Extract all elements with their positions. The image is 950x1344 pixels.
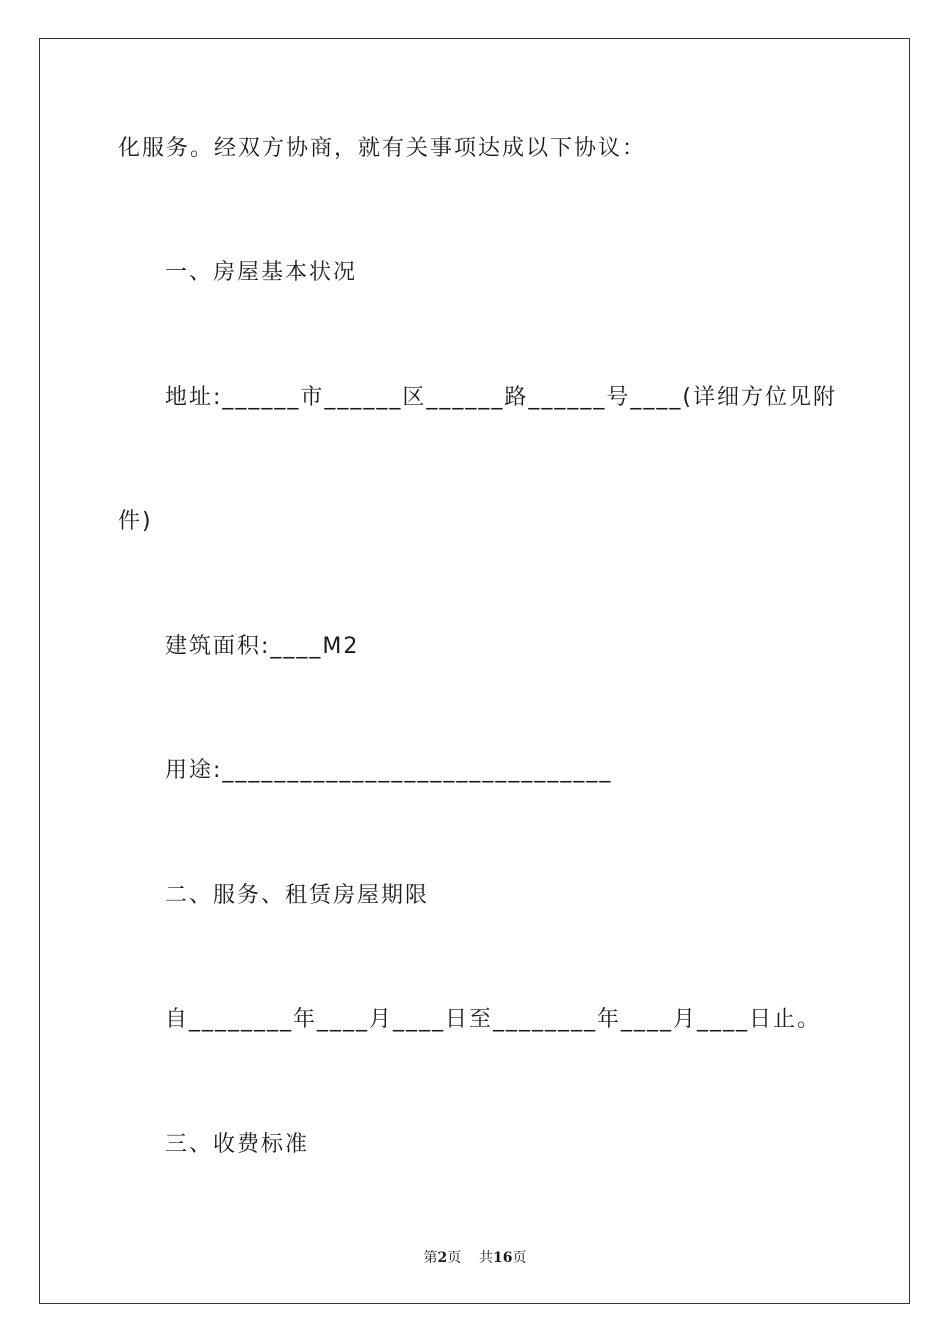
total-suffix: 页 [512,1250,527,1266]
paragraph-intro: 化服务。经双方协商，就有关事项达成以下协议： [118,136,647,161]
page-footer [0,1247,950,1267]
total-prefix: 共 [479,1250,494,1266]
section-heading-2: 二、服务、租赁房屋期限 [165,883,430,908]
section-heading-1: 一、房屋基本状况 [165,260,358,285]
page-suffix: 页 [447,1250,462,1266]
page-frame [39,38,910,1304]
section-heading-3: 三、收费标准 [165,1132,310,1157]
term-period-line: 自________年____月____日至________年____月____日止。 [165,1007,822,1032]
address-line: 地址:______市______区______路______号____(详细方位见附 [165,385,837,410]
building-area-line: 建筑面积:____M2 [165,634,360,659]
total-pages: 16 [493,1250,513,1266]
page-number: 2 [437,1250,448,1266]
address-line-continued: 件) [118,509,153,534]
usage-line: 用途:______________________________ [165,758,613,783]
page-prefix: 第 [423,1250,438,1266]
